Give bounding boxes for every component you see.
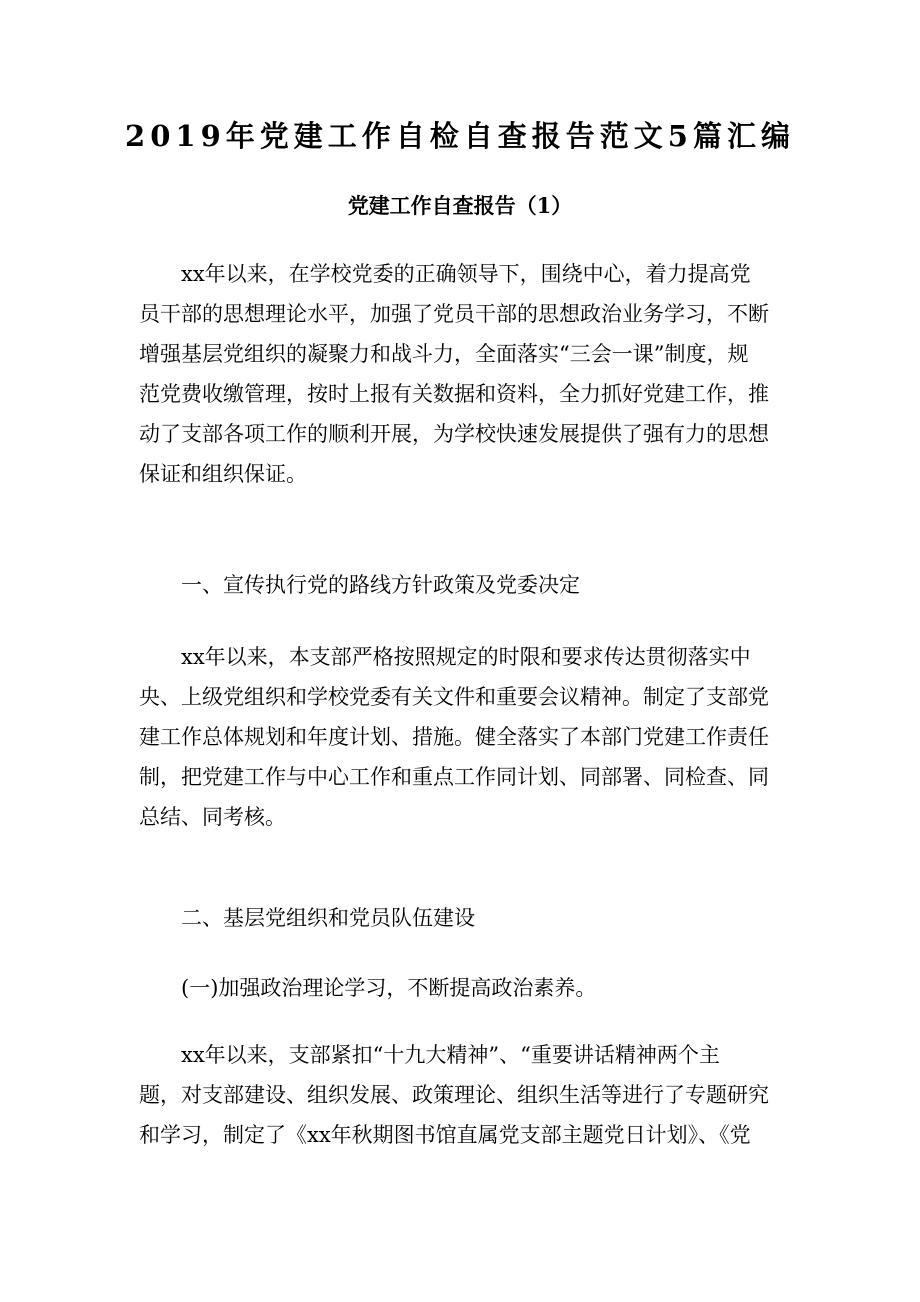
- paragraph-line: 增强基层党组织的凝聚力和战斗力，全面落实“三会一课”制度，规: [139, 342, 749, 366]
- section-title: 党建工作自查报告（1）: [347, 193, 573, 218]
- paragraph-line: 保证和组织保证。: [139, 462, 307, 486]
- heading-one: [139, 565, 779, 605]
- paragraph-line: 总结、同考核。: [139, 805, 286, 829]
- paragraph-line: 建工作总体规划和年度计划、措施。健全落实了本部门党建工作责任: [139, 725, 769, 749]
- paragraph-line: 员干部的思想理论水平，加强了党员干部的思想政治业务学习，不断: [139, 302, 769, 326]
- paragraph-line: 题，对支部建设、组织发展、政策理论、组织生活等进行了专题研究: [139, 1083, 769, 1107]
- paragraph-line: 范党费收缴管理，按时上报有关数据和资料，全力抓好党建工作，推: [139, 382, 769, 406]
- paragraph-study: [139, 1035, 779, 1155]
- paragraph-line: xx年以来，在学校党委的正确领导下，围绕中心，着力提高党: [181, 262, 751, 286]
- heading-text: 二、基层党组织和党员队伍建设: [181, 906, 475, 930]
- paragraph-line: 和学习，制定了《xx年秋期图书馆直属党支部主题党日计划》、《党: [139, 1123, 751, 1147]
- heading-text: 一、宣传执行党的路线方针政策及党委决定: [181, 573, 580, 597]
- paragraph-line: 央、上级党组织和学校党委有关文件和重要会议精神。制定了支部党: [139, 685, 769, 709]
- subheading-one: [139, 968, 779, 1008]
- document-title: 2019年党建工作自检自查报告范文5篇汇编: [125, 119, 795, 153]
- subheading-text: (一)加强政治理论学习，不断提高政治素养。: [181, 976, 597, 1000]
- paragraph-line: 制，把党建工作与中心工作和重点工作同计划、同部署、同检查、同: [139, 765, 769, 789]
- heading-two: [139, 898, 779, 938]
- paragraph-intro: [139, 254, 779, 494]
- paragraph-policy: [139, 637, 779, 837]
- paragraph-line: 动了支部各项工作的顺利开展，为学校快速发展提供了强有力的思想: [139, 422, 769, 446]
- paragraph-line: xx年以来，本支部严格按照规定的时限和要求传达贯彻落实中: [181, 645, 751, 669]
- paragraph-line: xx年以来，支部紧扣“十九大精神”、“重要讲话精神两个主: [181, 1043, 720, 1067]
